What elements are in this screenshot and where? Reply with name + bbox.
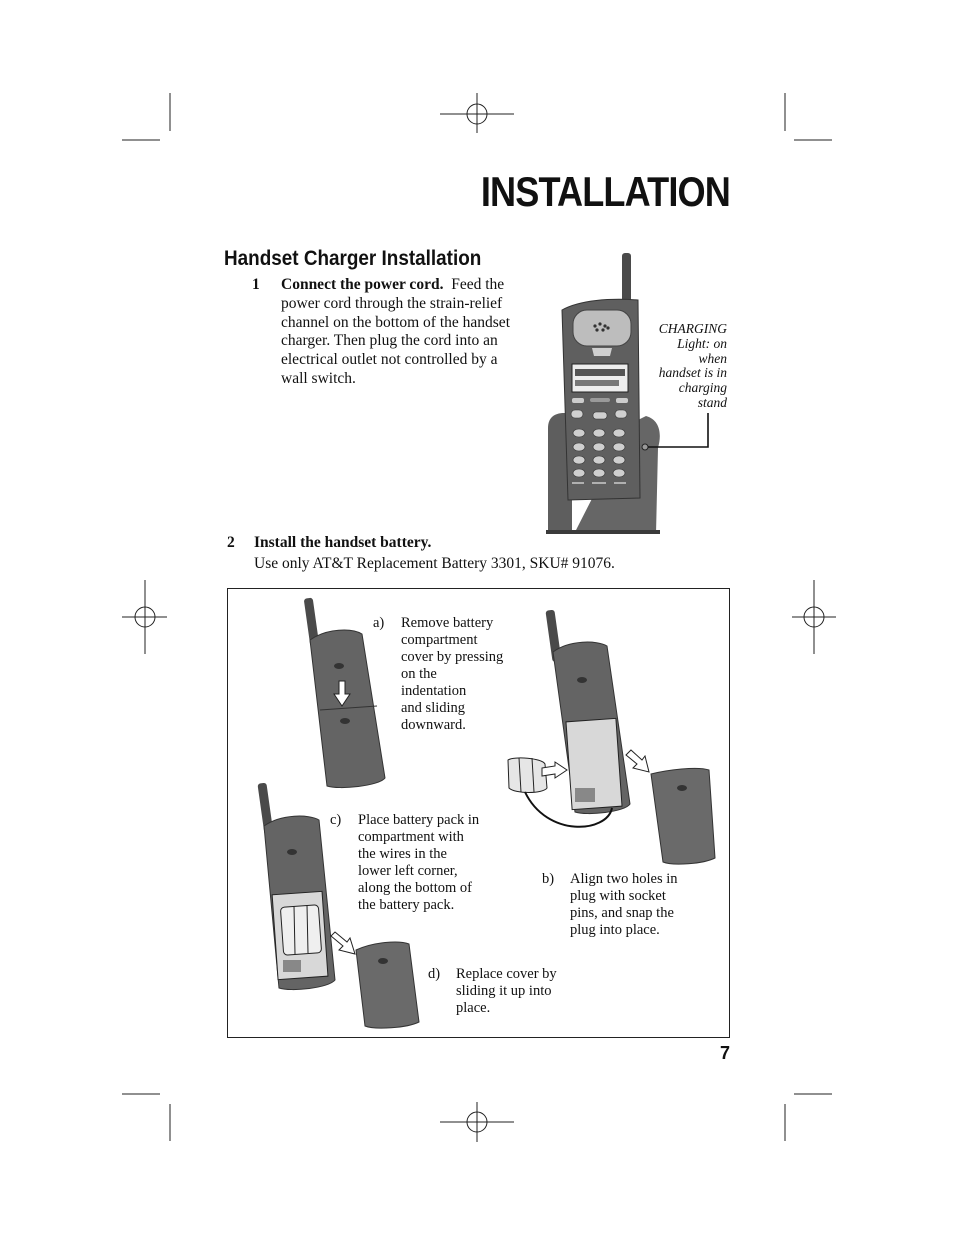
step-1-heading: Connect the power cord. (281, 276, 444, 293)
registration-mark-top (440, 93, 514, 133)
charging-light-caption: CHARGING Light: on when handset is in charging stand (658, 321, 727, 410)
battery-step-b: b) Align two holes in plug with socket pins, and snap the plug into place. (542, 871, 678, 938)
battery-step-a: a) Remove battery compartment cover by pressing on the indentation and sliding downward. (373, 615, 504, 733)
registration-mark-bottom (440, 1102, 514, 1142)
battery-cover-d-illustration (356, 942, 419, 1028)
step-2-heading: Install the handset battery. (254, 534, 432, 551)
registration-mark-right (792, 580, 836, 654)
step-1-number: 1 (252, 276, 260, 293)
page-title: INSTALLATION (480, 168, 730, 215)
step-2-number: 2 (227, 534, 235, 551)
step-2-text: Install the handset battery. Use only AT&T Replacement Battery 3301, SKU# 91076. (254, 534, 674, 574)
battery-step-c: c) Place battery pack in compartment with the wires in the lower left corner, along the bottom of the battery pack. (330, 812, 480, 913)
step-1-text: Connect the power cord. Feed the power cord through the strain-relief channel on the bottom of the handset charger. Then plug the cord into an electrical outlet not controlled by a wall switch. (281, 276, 510, 387)
page-number: 7 (719, 1043, 730, 1063)
handset-b-illustration (508, 610, 715, 865)
battery-step-d: d) Replace cover by sliding it up into place. (428, 966, 557, 1016)
section-heading: Handset Charger Installation (224, 247, 482, 270)
registration-mark-left (122, 580, 167, 654)
